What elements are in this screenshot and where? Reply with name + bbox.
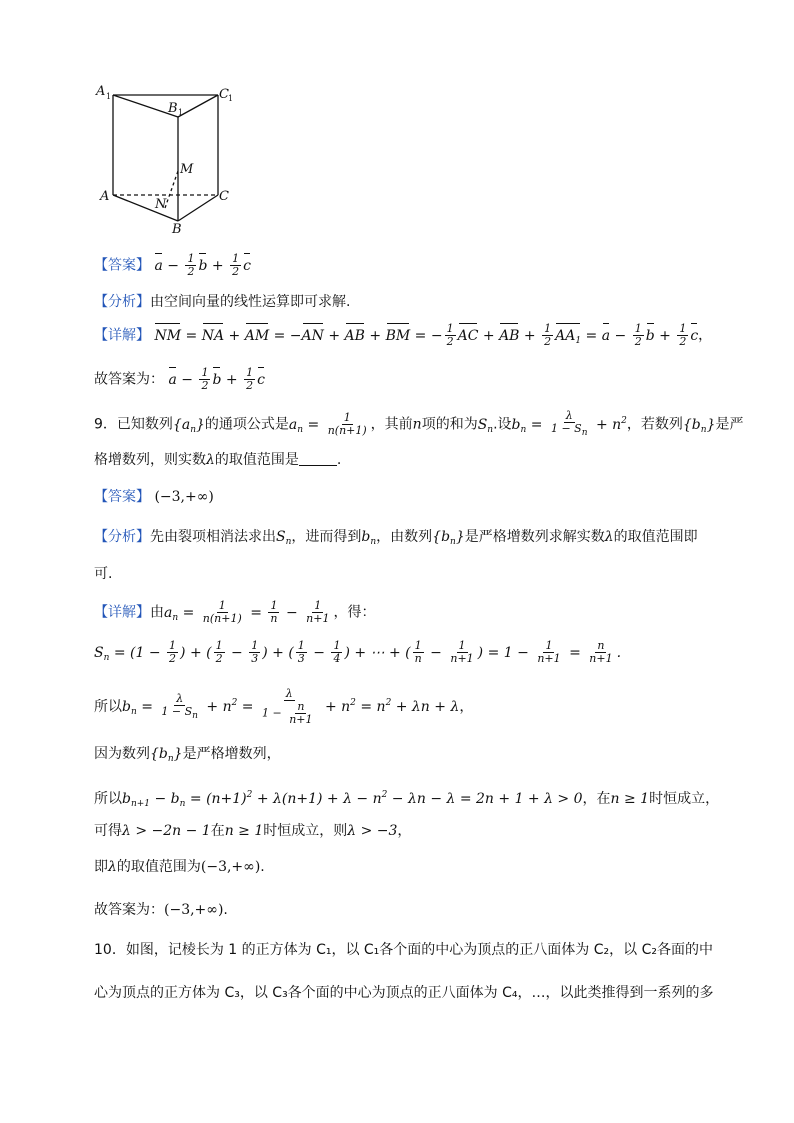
q9-because: 因为数列$\{b_n\}$是严格增数列， [94, 746, 281, 764]
q9-detail: 【详解】由$a_n$ = $\frac{1}{n(n+1)}$ = $\frac{1}{n}$ − $\frac{1}{n+1}$ ，得： [94, 599, 376, 625]
q9-bn-formula: 所以$b_n$ = $\frac{\lambda}{1 - S_n}$ + $n^2$ = λ 1 − $\frac{n}{n+1}$ + $n^2 = n^2 + \lambda n + \lambda$， [94, 687, 474, 726]
q9-stem: 9．已知数列$\{a_n\}$的通项公式是$a_n$ = $\frac{1}{n(n+1)}$ ，其前n项的和为$S_n$.设$b_n$ = $\frac{\lambda}{1 - S_n}$ + $n^2$，若数列$\{b_n\}$是严 [94, 409, 744, 438]
answer-blank [299, 451, 337, 466]
q8-final: 故答案为： a − $\frac{1}{2}$ b + $\frac{1}{2}$ c [94, 366, 265, 392]
label-A1: A [96, 84, 106, 99]
q10-line1: 10．如图，记棱长为 1 的正方体为 C₁，以 C₁各个面的中心为顶点的正八面体为 C₂，以 C₂各面的中 [94, 942, 713, 958]
q9-final: 故答案为：(−3,+∞). [94, 902, 228, 918]
label-B1: B [168, 101, 178, 116]
svg-text:1: 1 [106, 92, 112, 101]
label-C: C [219, 189, 229, 204]
prism-figure [94, 84, 254, 234]
svg-text:1: 1 [178, 108, 184, 117]
q9-answer: 【答案】 (−3,+∞) [94, 489, 214, 505]
q9-difference: 所以$b_{n+1} - b_n = (n+1)^2 + \lambda(n+1) + \lambda - n^2 - \lambda n - \lambda = 2n + 1 + \lambda > 0$，在n ≥ 1时恒成立， [94, 790, 720, 809]
q9-derive: 可得λ > −2n − 1在n ≥ 1时恒成立，则λ > −3， [94, 823, 412, 839]
q8-analysis: 【分析】由空间向量的线性运算即可求解. [94, 294, 351, 310]
label-A: A [100, 189, 110, 204]
q10-line2: 心为顶点的正方体为 C₃，以 C₃各个面的中心为顶点的正八面体为 C₄，…，以此类推得到一系列的多 [94, 985, 714, 1001]
label-C1: C [219, 87, 229, 102]
q9-sn-formula: $S_n = (1$ − $\frac{1}{2}$ ) + ( $\frac{1}{2}$ − $\frac{1}{3}$ ) + ( $\frac{1}{3}$ − $\frac{1}{4}$ ) + ⋯ + ( $\frac{1}{n}$ − $\frac{1}{n+1}$ ) = 1 − $\frac{1}{n+1}$ = $\frac{n}{n+1}$ . [94, 639, 622, 665]
q8-detail: 【详解】 NM = NA + AM = −AN + AB + BM = − $\frac{1}{2}$ AC + AB + $\frac{1}{2}$ $AA_1 = a$ − $\frac{1}{2}$ b + $\frac{1}{2}$ c， [94, 323, 712, 351]
q9-stem-line2: 格增数列，则实数λ的取值范围是 . [94, 452, 342, 468]
q9-range: 即λ的取值范围为(−3,+∞). [94, 859, 265, 875]
svg-text:1: 1 [228, 94, 234, 103]
label-N: N [155, 197, 167, 212]
label-M: M [180, 162, 194, 177]
label-B: B [172, 222, 182, 234]
q9-analysis: 【分析】先由裂项相消法求出$S_n$，进而得到$b_n$，由数列$\{b_n\}$是严格增数列求解实数λ的取值范围即 [94, 529, 698, 547]
q8-answer: 【答案】 a − $\frac{1}{2}$ b + $\frac{1}{2}$ c [94, 252, 251, 278]
q9-analysis-line2: 可. [94, 566, 113, 582]
